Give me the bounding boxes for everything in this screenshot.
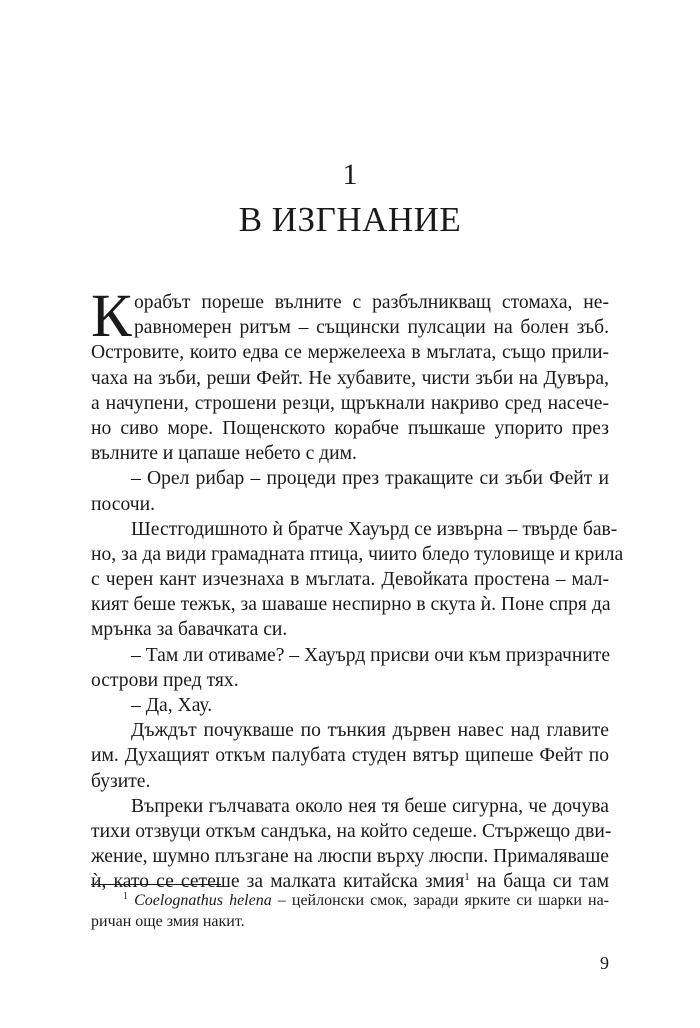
text-line: Шестгодишното ѝ братче Хауърд се извърна – твърде бав- [131,518,618,540]
text-line: орабът пореше вълните с разбълникващ стомаха, не- [134,292,609,313]
text-line: вълните и цапаше небето с дим. [91,443,357,465]
text-line: – Там ли отиваме? – Хауърд присви очи към призрачните [131,644,611,666]
drop-cap: К [91,283,132,350]
text-segment: ѝ, като се сетеше за малката китайска змия [91,871,465,893]
footnote [91,890,609,932]
footnote-line [91,890,609,911]
text-line: с черен кант изчезнаха в мъглата. Девойката простена – мал- [91,569,609,591]
text-line: Островите, които едва се мержелееха в мъглата, също прили- [91,342,609,364]
footnote-divider [91,884,221,885]
text-line: посочи. [91,493,155,515]
text-line: но, за да види грамадната птица, чиито бледо туловище и крила [91,543,624,565]
chapter-title: В ИЗГНАНИЕ [238,200,462,239]
text-line: мрънка за бавачката си. [91,619,288,641]
text-line: Дъждът почукваше по тънкия дървен навес над главите [131,720,609,742]
body-text [91,283,624,895]
text-segment: на баща си там [476,871,609,893]
text-line: чаха на зъби, реши Фейт. Не хубавите, чисти зъби на Дувъра, [91,367,609,389]
text-line: Въпреки гълчавата около нея тя беше сигурна, че дочува [131,795,609,817]
text-line: жение, шумно плъзгане на люспи върху люспи. Прималяваше [91,846,609,868]
footnote-line: ричан още змия накит. [91,913,245,930]
page-number: 9 [600,953,609,973]
chapter-number: 1 [342,158,358,191]
footnote-text: – цейлонски смок, заради ярките си шарки на- [271,892,610,909]
text-line: – Орел рибар – процеди през тракащите си зъби Фейт и [131,468,609,490]
footnote-marker[interactable]: 1 [464,871,470,884]
text-line: кият беше тежък, за шаваше неспирно в скута ѝ. Поне спря да [91,594,611,616]
footnote-term: Coelognathus helena [134,892,272,909]
text-line: – Да, Хау. [131,695,213,716]
text-line: равномерен ритъм – същински пулсации на болен зъб. [134,317,609,339]
footnote-number: 1 [123,891,128,902]
text-line: острови пред тях. [91,669,239,691]
text-line: но сиво море. Пощенското корабче пъшкаше упорито през [91,417,609,439]
text-line: а начупени, строшени резци, щръкнали накриво сред насече- [91,392,609,414]
text-line: им. Духащият откъм палубата студен вятър щипеше Фейт по [91,745,609,767]
text-line: тихи отзвуци откъм сандъка, на който седеше. Стържещо дви- [91,820,612,842]
text-line: бузите. [91,770,151,792]
